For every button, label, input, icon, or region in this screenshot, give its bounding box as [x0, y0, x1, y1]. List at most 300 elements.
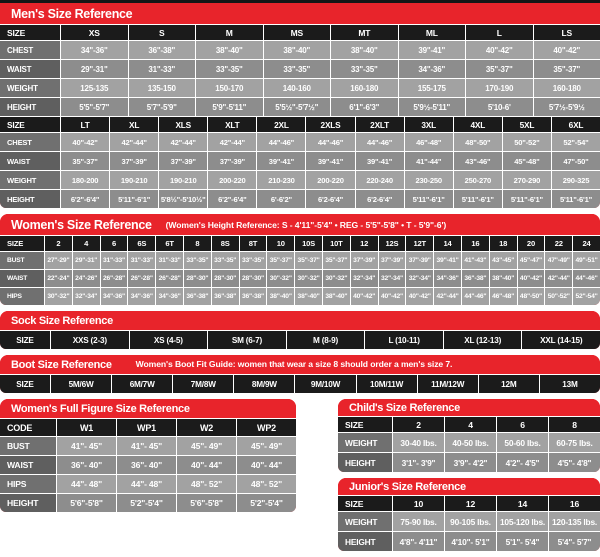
table-cell: 230-250	[404, 171, 453, 189]
table-cell: 29"-31"	[72, 252, 100, 269]
table-cell: 5'11"-6'1"	[453, 190, 502, 208]
column-header: 5M/6W	[50, 375, 111, 393]
table-cell: 5'7½-5'9½	[533, 98, 600, 116]
table-cell: 38"-40"	[294, 288, 322, 305]
row-label: WEIGHT	[0, 79, 60, 97]
table-cell: 36"-38"	[461, 270, 489, 287]
table-cell: 5'10-6'	[465, 98, 533, 116]
table-cell: 38"-40"	[195, 41, 263, 59]
table-cell: 33"-35"	[330, 60, 398, 78]
mens-panel-header	[0, 3, 600, 24]
mens-panel-title: Men's Size Reference	[11, 7, 132, 21]
column-header: 2	[392, 417, 444, 432]
column-header: 6	[100, 236, 128, 251]
table-cell: 48"-50"	[453, 133, 502, 151]
womens-panel-title: Women's Size Reference	[11, 218, 152, 232]
table-cell: 52"-54"	[572, 288, 600, 305]
table-cell: 34"-36"	[398, 60, 466, 78]
column-header: 8S	[211, 236, 239, 251]
table-cell: 26"-28"	[155, 270, 183, 287]
column-header: XS	[60, 25, 128, 40]
table-cell: 33"-35"	[183, 252, 211, 269]
boot-panel-header	[0, 355, 600, 374]
header-row	[0, 116, 600, 132]
table-cell: 5'9½-5'11"	[398, 98, 466, 116]
table-cell: 44"- 48"	[56, 475, 116, 493]
childs-size-panel	[338, 399, 600, 472]
table-cell: 6'2"-6'4"	[207, 190, 256, 208]
corner-header: SIZE	[0, 236, 44, 251]
table-cell: 125-135	[60, 79, 128, 97]
header-row	[338, 416, 600, 432]
row-label: WEIGHT	[338, 512, 392, 531]
table-cell: 6'2-6'4"	[305, 190, 354, 208]
column-header: LS	[533, 25, 600, 40]
table-cell: 37"-39"	[378, 252, 406, 269]
table-cell: 90-105 lbs.	[444, 512, 496, 531]
table-cell: 32"-34"	[350, 270, 378, 287]
table-cell: 40"-42"	[350, 288, 378, 305]
column-header: 4	[72, 236, 100, 251]
table-row	[0, 269, 600, 287]
table-row	[0, 40, 600, 59]
table-cell: 39"-41"	[256, 152, 305, 170]
boot-size-table	[0, 374, 600, 393]
column-header: W2	[176, 419, 236, 436]
table-cell: 290-325	[551, 171, 600, 189]
table-cell: 33"-35"	[211, 252, 239, 269]
table-cell: 50"-52"	[502, 133, 551, 151]
header-row	[338, 495, 600, 511]
table-cell: 38"-40"	[330, 41, 398, 59]
column-header: 4XL	[453, 117, 502, 132]
column-header: MS	[263, 25, 331, 40]
table-cell: 135-150	[128, 79, 196, 97]
column-header: XXL (14-15)	[521, 331, 600, 349]
table-cell: 44"-46"	[305, 133, 354, 151]
table-cell: 37"-39"	[158, 152, 207, 170]
column-header: 20	[517, 236, 545, 251]
bottom-right-column	[338, 399, 600, 557]
row-label: WAIST	[0, 270, 44, 287]
table-cell: 35"-37"	[294, 252, 322, 269]
row-label: HEIGHT	[0, 190, 60, 208]
table-cell: 39"-41"	[433, 252, 461, 269]
table-cell: 31"-33"	[128, 60, 196, 78]
table-cell: 210-230	[256, 171, 305, 189]
column-header: SM (6-7)	[207, 331, 286, 349]
full-figure-size-table	[0, 418, 296, 512]
table-cell: 44"-46"	[256, 133, 305, 151]
table-cell: 35"-37"	[60, 152, 109, 170]
sock-size-table	[0, 330, 600, 349]
table-cell: 180-200	[60, 171, 109, 189]
table-row	[0, 97, 600, 116]
table-cell: 50-60 lbs.	[496, 433, 548, 452]
table-cell: 36"- 40"	[116, 456, 176, 474]
table-row	[0, 474, 296, 493]
table-cell: 44"-46"	[355, 133, 404, 151]
table-cell: 5'2"-5'4"	[236, 494, 296, 512]
table-cell: 35"-37"	[322, 252, 350, 269]
corner-header: SIZE	[0, 117, 60, 132]
table-cell: 43"-45"	[489, 252, 517, 269]
table-cell: 150-170	[195, 79, 263, 97]
table-cell: 42"-44"	[207, 133, 256, 151]
sock-panel-title: Sock Size Reference	[11, 315, 113, 327]
row-label: BUST	[0, 437, 56, 455]
table-cell: 41"- 45"	[56, 437, 116, 455]
table-cell: 28"-30"	[211, 270, 239, 287]
column-header: ML	[398, 25, 466, 40]
header-row	[0, 330, 600, 349]
table-cell: 50"-52"	[544, 288, 572, 305]
table-cell: 27"-29"	[44, 252, 72, 269]
full-figure-panel-header	[0, 399, 296, 418]
column-header: XL	[109, 117, 158, 132]
column-header: 7M/8W	[172, 375, 233, 393]
column-header: 10T	[322, 236, 350, 251]
table-cell: 30"-32"	[322, 270, 350, 287]
table-row	[0, 436, 296, 455]
table-cell: 28"-30"	[239, 270, 267, 287]
column-header: 4	[444, 417, 496, 432]
table-cell: 155-175	[398, 79, 466, 97]
table-cell: 44"- 48"	[116, 475, 176, 493]
corner-header: CODE	[0, 419, 56, 436]
table-cell: 45"- 49"	[236, 437, 296, 455]
table-cell: 5'11"-6'1"	[404, 190, 453, 208]
table-cell: 26"-28"	[127, 270, 155, 287]
sock-size-panel	[0, 311, 600, 349]
table-cell: 45"-47"	[517, 252, 545, 269]
column-header: 10	[266, 236, 294, 251]
womens-size-panel	[0, 214, 600, 305]
table-cell: 24"-26"	[72, 270, 100, 287]
table-row	[0, 493, 296, 512]
table-cell: 32"-34"	[405, 270, 433, 287]
table-cell: 48"- 52"	[236, 475, 296, 493]
table-cell: 5'6"-5'8"	[176, 494, 236, 512]
corner-header: SIZE	[0, 331, 50, 349]
table-cell: 40"-42"	[378, 288, 406, 305]
mens-size-panel	[0, 0, 600, 208]
column-header: 18	[489, 236, 517, 251]
row-label: BUST	[0, 252, 44, 269]
table-cell: 45"-48"	[502, 152, 551, 170]
column-header: 10M/11W	[356, 375, 417, 393]
table-cell: 33"-35"	[239, 252, 267, 269]
childs-panel-title: Child's Size Reference	[349, 402, 460, 414]
corner-header: SIZE	[0, 375, 50, 393]
column-header: XLS	[158, 117, 207, 132]
column-header: 3XL	[404, 117, 453, 132]
table-cell: 5'2"-5'4"	[116, 494, 176, 512]
row-label: HEIGHT	[338, 453, 392, 472]
table-cell: 37"-39"	[207, 152, 256, 170]
table-cell: 5'6"-5'8"	[56, 494, 116, 512]
header-row	[0, 235, 600, 251]
table-cell: 40"-42"	[405, 288, 433, 305]
column-header: 8	[183, 236, 211, 251]
childs-panel-header	[338, 399, 600, 416]
table-cell: 33"-35"	[195, 60, 263, 78]
table-row	[338, 531, 600, 551]
column-header: 10S	[294, 236, 322, 251]
table-cell: 120-135 lbs.	[548, 512, 600, 531]
column-header: 12	[350, 236, 378, 251]
table-cell: 44"-46"	[461, 288, 489, 305]
table-cell: 200-220	[207, 171, 256, 189]
table-cell: 40"-42"	[517, 270, 545, 287]
table-cell: 6'1"-6'3"	[330, 98, 398, 116]
table-cell: 42"-44"	[109, 133, 158, 151]
table-row	[338, 452, 600, 472]
table-cell: 6'2-6'4"	[355, 190, 404, 208]
table-cell: 39"-41"	[305, 152, 354, 170]
table-cell: 46"-48"	[489, 288, 517, 305]
table-cell: 37"-39"	[350, 252, 378, 269]
boot-panel-title: Boot Size Reference	[11, 359, 112, 371]
column-header: 22	[544, 236, 572, 251]
row-label: WEIGHT	[338, 433, 392, 452]
row-label: CHEST	[0, 133, 60, 151]
row-label: HIPS	[0, 475, 56, 493]
column-header: XLT	[207, 117, 256, 132]
row-label: HIPS	[0, 288, 44, 305]
boot-fit-guide-note: Women's Boot Fit Guide: women that wear a size 8 should order a men's size 7.	[136, 359, 453, 369]
table-cell: 105-120 lbs.	[496, 512, 548, 531]
table-cell: 36"-38"	[211, 288, 239, 305]
table-cell: 34"-36"	[155, 288, 183, 305]
column-header: 6	[496, 417, 548, 432]
table-cell: 40"-42"	[465, 41, 533, 59]
table-cell: 52"-54"	[551, 133, 600, 151]
table-cell: 32"-34"	[72, 288, 100, 305]
row-label: HEIGHT	[338, 532, 392, 551]
table-cell: 31"-33"	[127, 252, 155, 269]
table-cell: 5'11"-6'1"	[551, 190, 600, 208]
table-cell: 4'8"- 4'11"	[392, 532, 444, 551]
table-row	[0, 170, 600, 189]
table-row	[0, 132, 600, 151]
mens-size-table-1	[0, 24, 600, 116]
table-cell: 35"-37"	[465, 60, 533, 78]
row-label: CHEST	[0, 41, 60, 59]
table-cell: 42"-44"	[544, 270, 572, 287]
table-row	[0, 78, 600, 97]
column-header: 8T	[239, 236, 267, 251]
row-label: HEIGHT	[0, 98, 60, 116]
column-header: WP1	[116, 419, 176, 436]
table-cell: 46"-48"	[404, 133, 453, 151]
table-cell: 6'-6'2"	[256, 190, 305, 208]
table-cell: 31"-33"	[155, 252, 183, 269]
table-cell: 31"-33"	[100, 252, 128, 269]
table-cell: 36"-38"	[239, 288, 267, 305]
table-cell: 3'9"- 4'2"	[444, 453, 496, 472]
column-header: L	[465, 25, 533, 40]
table-cell: 30-40 lbs.	[392, 433, 444, 452]
table-cell: 200-220	[305, 171, 354, 189]
column-header: XXS (2-3)	[50, 331, 129, 349]
column-header: 8	[548, 417, 600, 432]
table-cell: 30"-32"	[266, 270, 294, 287]
column-header: L (10-11)	[364, 331, 443, 349]
table-row	[0, 151, 600, 170]
table-cell: 5'7"-5'9"	[128, 98, 196, 116]
table-cell: 47"-50"	[551, 152, 600, 170]
column-header: XS (4-5)	[129, 331, 208, 349]
column-header: 24	[572, 236, 600, 251]
table-cell: 34"-36"	[433, 270, 461, 287]
column-header: 6M/7W	[111, 375, 172, 393]
table-row	[0, 189, 600, 208]
bottom-section	[0, 399, 600, 557]
column-header: 6T	[155, 236, 183, 251]
table-cell: 30"-32"	[294, 270, 322, 287]
table-cell: 33"-35"	[263, 60, 331, 78]
table-cell: 30"-32"	[44, 288, 72, 305]
childs-size-table	[338, 416, 600, 472]
table-cell: 160-180	[330, 79, 398, 97]
table-cell: 43"-46"	[453, 152, 502, 170]
table-cell: 40-50 lbs.	[444, 433, 496, 452]
table-cell: 270-290	[502, 171, 551, 189]
column-header: 6S	[127, 236, 155, 251]
column-header: 14	[496, 496, 548, 511]
table-cell: 190-210	[158, 171, 207, 189]
table-cell: 41"-44"	[404, 152, 453, 170]
column-header: 2XL	[256, 117, 305, 132]
table-cell: 22"-24"	[44, 270, 72, 287]
bottom-left-column	[0, 399, 296, 518]
table-row	[338, 511, 600, 531]
table-cell: 38"-40"	[489, 270, 517, 287]
boot-size-panel	[0, 355, 600, 393]
table-cell: 5'5½"-5'7½"	[263, 98, 331, 116]
column-header: 12T	[405, 236, 433, 251]
table-cell: 41"-43"	[461, 252, 489, 269]
mens-size-table-2	[0, 116, 600, 208]
table-cell: 40"-42"	[60, 133, 109, 151]
table-cell: 41"- 45"	[116, 437, 176, 455]
table-cell: 40"- 44"	[176, 456, 236, 474]
womens-height-reference-note: (Women's Height Reference: S - 4'11"-5'4" • REG - 5'5"-5'8" • T - 5'9"-6')	[166, 220, 447, 230]
table-cell: 36"- 40"	[56, 456, 116, 474]
header-row	[0, 374, 600, 393]
column-header: 14	[433, 236, 461, 251]
table-cell: 170-190	[465, 79, 533, 97]
column-header: 2XLS	[305, 117, 354, 132]
table-row	[0, 455, 296, 474]
table-cell: 38"-40"	[322, 288, 350, 305]
table-cell: 44"-46"	[572, 270, 600, 287]
table-cell: 36"-38"	[183, 288, 211, 305]
table-cell: 39"-41"	[355, 152, 404, 170]
table-cell: 5'9"-5'11"	[195, 98, 263, 116]
column-header: 12M	[478, 375, 539, 393]
table-cell: 34"-36"	[127, 288, 155, 305]
row-label: WAIST	[0, 456, 56, 474]
table-cell: 34"-36"	[100, 288, 128, 305]
table-cell: 32"-34"	[378, 270, 406, 287]
table-cell: 250-270	[453, 171, 502, 189]
corner-header: SIZE	[338, 496, 392, 511]
sock-panel-header	[0, 311, 600, 330]
table-cell: 4'10"- 5'1"	[444, 532, 496, 551]
table-cell: 5'11"-6'1"	[502, 190, 551, 208]
table-cell: 28"-30"	[183, 270, 211, 287]
table-cell: 220-240	[355, 171, 404, 189]
table-cell: 5'8½"-5'10½"	[158, 190, 207, 208]
column-header: 13M	[539, 375, 600, 393]
table-cell: 37"-39"	[405, 252, 433, 269]
column-header: 6XL	[551, 117, 600, 132]
table-cell: 35"-37"	[533, 60, 600, 78]
column-header: 12	[444, 496, 496, 511]
table-cell: 42"-44"	[433, 288, 461, 305]
table-row	[0, 59, 600, 78]
womens-panel-header	[0, 214, 600, 235]
column-header: 11M/12W	[417, 375, 478, 393]
column-header: 8M/9W	[233, 375, 294, 393]
juniors-size-table	[338, 495, 600, 551]
header-row	[0, 418, 296, 436]
table-cell: 38"-40"	[263, 41, 331, 59]
table-cell: 75-90 lbs.	[392, 512, 444, 531]
table-cell: 34"-36"	[60, 41, 128, 59]
juniors-panel-title: Junior's Size Reference	[349, 481, 466, 493]
juniors-size-panel	[338, 478, 600, 551]
table-cell: 190-210	[109, 171, 158, 189]
table-cell: 5'5"-5'7"	[60, 98, 128, 116]
table-cell: 42"-44"	[158, 133, 207, 151]
table-cell: 26"-28"	[100, 270, 128, 287]
table-cell: 40"- 44"	[236, 456, 296, 474]
column-header: XL (12-13)	[443, 331, 522, 349]
table-cell: 60-75 lbs.	[548, 433, 600, 452]
table-cell: 37"-39"	[109, 152, 158, 170]
table-cell: 48"-50"	[517, 288, 545, 305]
column-header: 12S	[378, 236, 406, 251]
row-label: WAIST	[0, 152, 60, 170]
column-header: 16	[461, 236, 489, 251]
row-label: WAIST	[0, 60, 60, 78]
table-cell: 4'2"- 4'5"	[496, 453, 548, 472]
column-header: LT	[60, 117, 109, 132]
table-cell: 48"- 52"	[176, 475, 236, 493]
table-cell: 45"- 49"	[176, 437, 236, 455]
table-cell: 5'1"- 5'4"	[496, 532, 548, 551]
table-cell: 4'5"- 4'8"	[548, 453, 600, 472]
column-header: 5XL	[502, 117, 551, 132]
table-cell: 140-160	[263, 79, 331, 97]
table-row	[0, 287, 600, 305]
table-row	[0, 251, 600, 269]
full-figure-size-panel	[0, 399, 296, 512]
column-header: WP2	[236, 419, 296, 436]
column-header: M (8-9)	[286, 331, 365, 349]
row-label: HEIGHT	[0, 494, 56, 512]
table-row	[338, 432, 600, 452]
column-header: S	[128, 25, 196, 40]
corner-header: SIZE	[338, 417, 392, 432]
column-header: 2XLT	[355, 117, 404, 132]
table-cell: 49"-51"	[572, 252, 600, 269]
table-cell: 47"-49"	[544, 252, 572, 269]
column-header: 10	[392, 496, 444, 511]
